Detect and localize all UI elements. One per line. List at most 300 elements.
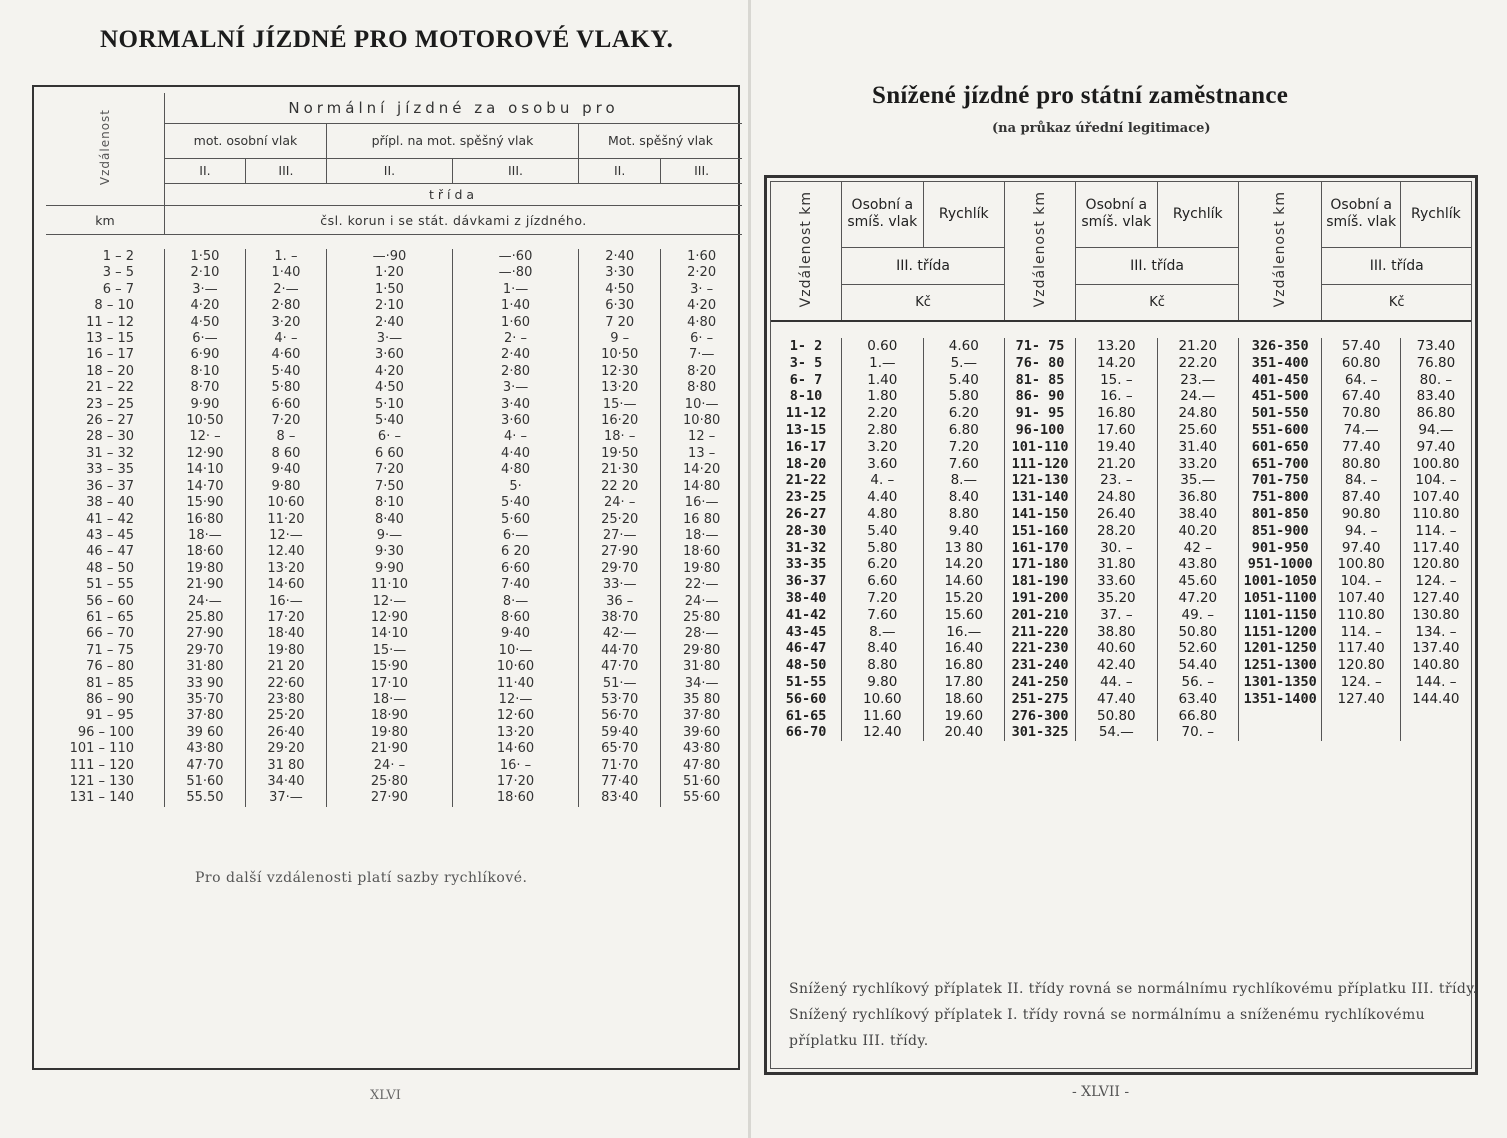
fare-cell: 57.40: [1322, 338, 1400, 355]
distance-cell: 181-190: [1004, 573, 1075, 590]
fare-cell: 50.80: [1076, 708, 1157, 725]
distance-cell: 211-220: [1004, 624, 1075, 641]
fare-cell: 16 80: [683, 511, 721, 527]
fare-cell: 29·70: [579, 561, 661, 577]
fare-cell: 22 20: [579, 479, 661, 495]
fare-cell: 6.20: [842, 556, 923, 573]
distance-cell: 26-27: [771, 506, 842, 523]
fare-cell: 33·—: [579, 577, 661, 593]
fare-cell: 8.—: [923, 472, 1004, 489]
fare-cell: 43.80: [1157, 556, 1238, 573]
fare-cell: —·90: [326, 249, 452, 265]
fare-cell: 1·60: [687, 249, 717, 264]
fare-cell: 1.—: [842, 355, 923, 372]
fare-cell: 130.80: [1412, 606, 1460, 623]
fare-cell: 6·30: [579, 298, 661, 314]
fare-cell: 39·60: [683, 724, 721, 740]
fare-cell: 4·50: [326, 380, 452, 396]
fare-cell: 7.20: [842, 590, 923, 607]
table-row: [46, 741, 742, 757]
fare-cell: [1322, 724, 1400, 741]
fare-cell: —·60: [452, 249, 578, 265]
fare-cell: 6·90: [165, 347, 246, 363]
class-header: III.: [661, 159, 742, 184]
fare-cell: 66.80: [1157, 708, 1238, 725]
distance-cell: 76- 80: [1004, 355, 1075, 372]
fare-cell: 39 60: [165, 725, 246, 741]
distance-cell: 46 – 47: [46, 544, 165, 560]
distance-vertical-label: Vzdálenost km: [1032, 190, 1049, 308]
fare-cell: 17·20: [452, 774, 578, 790]
fare-cell: 100.80: [1412, 455, 1460, 472]
distance-cell: 56 – 60: [46, 594, 165, 610]
distance-cell: 46-47: [771, 640, 842, 657]
distance-cell: 551-600: [1238, 422, 1322, 439]
fare-cell: 18·60: [165, 544, 246, 560]
distance-cell: 26 – 27: [46, 413, 165, 429]
fare-cell: 21.20: [1157, 338, 1238, 355]
fare-cell: 47.40: [1076, 691, 1157, 708]
fare-cell: 53·70: [579, 692, 661, 708]
fare-cell: 15·90: [326, 659, 452, 675]
fare-cell: 31·80: [165, 659, 246, 675]
fare-cell: 12.40: [245, 544, 326, 560]
unit-label: čsl. korun i se stát. dávkami z jízdného.: [165, 206, 743, 235]
fare-cell: 3·60: [452, 413, 578, 429]
table-row: [46, 790, 742, 806]
fare-cell: 4·60: [245, 347, 326, 363]
fare-cell: 3·20: [245, 315, 326, 331]
fare-cell: 86.80: [1416, 405, 1456, 422]
fare-cell: 70. –: [1157, 724, 1238, 741]
fare-cell: 1·60: [452, 315, 578, 331]
fare-cell: 18·—: [326, 692, 452, 708]
fare-cell: 22·60: [245, 676, 326, 692]
fare-cell: 45.60: [1157, 573, 1238, 590]
fare-cell: 2·—: [245, 282, 326, 298]
fare-cell: 144. –: [1415, 673, 1457, 690]
fare-cell: 14·70: [165, 479, 246, 495]
distance-cell: 16 – 17: [46, 347, 165, 363]
fare-cell: —·80: [452, 265, 578, 281]
fare-cell: 9·90: [326, 561, 452, 577]
fare-cell: 67.40: [1322, 388, 1400, 405]
distance-cell: 48-50: [771, 657, 842, 674]
distance-cell: 1- 2: [771, 338, 842, 355]
fare-cell: 24.80: [1076, 489, 1157, 506]
fare-cell: 7.60: [923, 456, 1004, 473]
fare-cell: 2.80: [842, 422, 923, 439]
fare-cell: 26·40: [245, 725, 326, 741]
fare-cell: 87.40: [1322, 489, 1400, 506]
fare-cell: 18·—: [684, 527, 719, 543]
table-row: [771, 573, 1471, 590]
fare-cell: 134. –: [1415, 623, 1457, 640]
fare-cell: 22.20: [1157, 355, 1238, 372]
table-row: [46, 331, 742, 347]
distance-cell: 1151-1200: [1238, 624, 1322, 641]
fare-cell: 5·40: [326, 413, 452, 429]
fare-cell: 34·—: [684, 675, 719, 691]
distance-cell: 43-45: [771, 624, 842, 641]
fare-cell: 6· –: [690, 331, 714, 347]
fare-cell: 84. –: [1322, 472, 1400, 489]
fare-cell: 2·80: [452, 364, 578, 380]
fare-cell: 31·80: [683, 659, 721, 675]
fare-cell: 21 20: [245, 659, 326, 675]
distance-cell: 151-160: [1004, 523, 1075, 540]
fare-cell: 33 90: [165, 676, 246, 692]
distance-cell: 61 – 65: [46, 610, 165, 626]
fare-cell: 64. –: [1322, 372, 1400, 389]
fare-cell: 9 –: [579, 331, 661, 347]
fare-cell: 144.40: [1412, 690, 1460, 707]
fare-cell: 4·20: [165, 298, 246, 314]
reduced-fare-table: [771, 182, 1471, 741]
fare-cell: 127.40: [1322, 691, 1400, 708]
fare-cell: 15. –: [1076, 372, 1157, 389]
col-rychlik-header: Rychlík: [1157, 182, 1238, 247]
fare-cell: 104. –: [1322, 573, 1400, 590]
fare-cell: 65·70: [579, 741, 661, 757]
distance-cell: [1238, 724, 1322, 741]
fare-cell: 2.20: [842, 405, 923, 422]
fare-cell: 127.40: [1412, 589, 1460, 606]
fare-cell: 6.20: [923, 405, 1004, 422]
table-row: [771, 506, 1471, 523]
fare-cell: 17·10: [326, 676, 452, 692]
fare-cell: 38·70: [579, 610, 661, 626]
fare-cell: 18·40: [245, 626, 326, 642]
distance-cell: 11-12: [771, 405, 842, 422]
fare-cell: 63.40: [1157, 691, 1238, 708]
fare-cell: 11·40: [452, 676, 578, 692]
fare-cell: 120.80: [1322, 657, 1400, 674]
fare-cell: 8.80: [923, 506, 1004, 523]
fare-cell: 50.80: [1157, 624, 1238, 641]
fare-cell: 16.80: [923, 657, 1004, 674]
fare-cell: 5·: [452, 479, 578, 495]
fare-cell: 10·60: [245, 495, 326, 511]
table-row: [46, 528, 742, 544]
fare-cell: 2·10: [165, 265, 246, 281]
fare-cell: 33.20: [1157, 456, 1238, 473]
distance-cell: 36 – 37: [46, 479, 165, 495]
fare-cell: 8·80: [687, 380, 717, 396]
distance-cell: 31-32: [771, 540, 842, 557]
header-normal-fare: Normální jízdné za osobu pro: [165, 93, 743, 123]
fare-cell: 12·30: [579, 364, 661, 380]
distance-cell: 8 – 10: [46, 298, 165, 314]
distance-cell: 161-170: [1004, 540, 1075, 557]
distance-cell: 18 – 20: [46, 364, 165, 380]
table-row: [46, 577, 742, 593]
distance-cell: 38 – 40: [46, 495, 165, 511]
table-row: [46, 249, 742, 265]
fare-cell: 6·60: [452, 561, 578, 577]
fare-cell: 34·40: [245, 774, 326, 790]
table-row: [46, 725, 742, 741]
distance-cell: 51-55: [771, 674, 842, 691]
col-rychlik-header: Rychlík: [1411, 206, 1461, 223]
distance-cell: 131 – 140: [46, 790, 165, 806]
distance-cell: 96-100: [1004, 422, 1075, 439]
distance-cell: 81- 85: [1004, 372, 1075, 389]
fare-cell: 15.60: [923, 607, 1004, 624]
fare-cell: 16.80: [1076, 405, 1157, 422]
fare-cell: 16. –: [1076, 388, 1157, 405]
fare-cell: 43·80: [683, 741, 721, 757]
table-row: [46, 626, 742, 642]
fare-cell: 14·10: [326, 626, 452, 642]
fare-cell: 14·60: [245, 577, 326, 593]
fare-cell: 12· –: [165, 429, 246, 445]
fare-cell: 94.—: [1418, 421, 1454, 438]
table-row: [46, 561, 742, 577]
distance-cell: 8-10: [771, 388, 842, 405]
distance-cell: 38-40: [771, 590, 842, 607]
fare-cell: 18·60: [683, 544, 721, 560]
fare-cell: 14·80: [683, 478, 721, 494]
fare-cell: 107.40: [1322, 590, 1400, 607]
distance-cell: 21 – 22: [46, 380, 165, 396]
fare-cell: 28.20: [1076, 523, 1157, 540]
class-label: III. třída: [842, 247, 1005, 285]
fare-cell: 47.20: [1157, 590, 1238, 607]
fare-cell: 56. –: [1157, 674, 1238, 691]
fare-cell: 21·90: [326, 741, 452, 757]
col-rychlik-header: Rychlík: [923, 182, 1004, 247]
fare-cell: 4·50: [579, 282, 661, 298]
fare-cell: 10·80: [683, 413, 721, 429]
fare-cell: 31 80: [245, 758, 326, 774]
distance-cell: 16-17: [771, 439, 842, 456]
fare-cell: 43·80: [165, 741, 246, 757]
fare-cell: 9.80: [842, 674, 923, 691]
fare-cell: 15.20: [923, 590, 1004, 607]
fare-cell: 13 80: [923, 540, 1004, 557]
fare-cell: 97.40: [1416, 438, 1456, 455]
distance-cell: 6 – 7: [46, 282, 165, 298]
distance-cell: 1001-1050: [1238, 573, 1322, 590]
fare-cell: 73.40: [1416, 338, 1456, 354]
fare-cell: 24.80: [1157, 405, 1238, 422]
fare-cell: [1400, 724, 1471, 741]
distance-cell: 48 – 50: [46, 561, 165, 577]
table-row: [771, 657, 1471, 674]
fare-cell: 24· –: [326, 758, 452, 774]
fare-cell: 107.40: [1412, 489, 1460, 506]
fare-cell: 7 20: [579, 315, 661, 331]
fare-cell: 2·40: [452, 347, 578, 363]
fare-cell: 26.40: [1076, 506, 1157, 523]
distance-cell: 191-200: [1004, 590, 1075, 607]
table-row: [771, 674, 1471, 691]
fare-cell: 15·—: [579, 397, 661, 413]
distance-cell: 3 – 5: [46, 265, 165, 281]
fare-cell: 3·—: [165, 282, 246, 298]
fare-cell: 4·20: [687, 298, 717, 314]
fare-cell: 7·20: [326, 462, 452, 478]
fare-cell: 4.80: [842, 506, 923, 523]
distance-cell: 11 – 12: [46, 315, 165, 331]
distance-cell: 21-22: [771, 472, 842, 489]
fare-cell: 104. –: [1415, 472, 1457, 489]
table-row: [46, 544, 742, 560]
fare-cell: 54.—: [1076, 724, 1157, 741]
distance-cell: 851-900: [1238, 523, 1322, 540]
fare-cell: 13·20: [245, 561, 326, 577]
fare-cell: 2·80: [245, 298, 326, 314]
fare-cell: 42·—: [579, 626, 661, 642]
fare-cell: 10·—: [452, 643, 578, 659]
table-row: [771, 523, 1471, 540]
distance-cell: 61-65: [771, 708, 842, 725]
fare-cell: 9·80: [245, 479, 326, 495]
fare-cell: 31.80: [1076, 556, 1157, 573]
distance-cell: 81 – 85: [46, 676, 165, 692]
fare-cell: 9·—: [326, 528, 452, 544]
table-row: [46, 462, 742, 478]
fare-cell: 14.20: [923, 556, 1004, 573]
fare-cell: 18·—: [165, 528, 246, 544]
fare-cell: 124. –: [1415, 573, 1457, 590]
table-row: [46, 397, 742, 413]
fare-cell: 16· –: [452, 758, 578, 774]
fare-cell: 5.80: [842, 540, 923, 557]
fare-cell: 21.20: [1076, 456, 1157, 473]
fare-cell: 36 –: [579, 594, 661, 610]
distance-cell: 111-120: [1004, 456, 1075, 473]
distance-cell: 801-850: [1238, 506, 1322, 523]
class-header: II.: [165, 159, 246, 184]
fare-cell: 6·—: [452, 528, 578, 544]
distance-cell: 1351-1400: [1238, 691, 1322, 708]
col-osobni-header: Osobní a smíš. vlak: [1076, 182, 1157, 247]
fare-cell: 19·80: [683, 560, 721, 576]
table-row: [771, 422, 1471, 439]
distance-cell: 171-180: [1004, 556, 1075, 573]
reduced-fare-note: Snížený rychlíkový příplatek II. třídy rovná se normálnímu rychlíkovému příplatku III. třídy. Snížený rychlíkový příplatek I. třídy rovná se normálnímu a sníženému rychlíkovému příplatku III. třídy.: [789, 981, 1478, 1049]
fare-cell: 8·10: [326, 495, 452, 511]
fare-cell: 3·—: [326, 331, 452, 347]
fare-cell: 19.40: [1076, 439, 1157, 456]
table-row: [46, 708, 742, 724]
fare-cell: 47·70: [165, 758, 246, 774]
fare-cell: 4·80: [687, 314, 717, 330]
fare-cell: 120.80: [1412, 556, 1460, 573]
fare-cell: 55.50: [165, 790, 246, 806]
km-label: km: [46, 206, 165, 235]
fare-cell: 7·50: [326, 479, 452, 495]
fare-cell: 8·40: [326, 512, 452, 528]
fare-cell: 19.60: [923, 708, 1004, 725]
fare-cell: 9.40: [923, 523, 1004, 540]
fare-cell: 1·40: [245, 265, 326, 281]
fare-cell: 27·—: [579, 528, 661, 544]
distance-cell: 1201-1250: [1238, 640, 1322, 657]
distance-cell: 31 – 32: [46, 446, 165, 462]
fare-cell: 7.20: [923, 439, 1004, 456]
distance-cell: 23-25: [771, 489, 842, 506]
fare-cell: 4·50: [165, 315, 246, 331]
fare-cell: 140.80: [1412, 657, 1460, 674]
distance-cell: 301-325: [1004, 724, 1075, 741]
fare-cell: 70.80: [1322, 405, 1400, 422]
fare-cell: 25.80: [165, 610, 246, 626]
table-row: [771, 355, 1471, 372]
fare-cell: 110.80: [1412, 505, 1460, 522]
fare-cell: 24·—: [165, 594, 246, 610]
distance-cell: 241-250: [1004, 674, 1075, 691]
fare-cell: 29·80: [683, 642, 721, 658]
table-row: [46, 446, 742, 462]
right-page: [752, 0, 1507, 1138]
fare-cell: 17.60: [1076, 422, 1157, 439]
table-row: [46, 298, 742, 314]
fare-cell: 5.80: [923, 388, 1004, 405]
fare-cell: 52.60: [1157, 640, 1238, 657]
fare-cell: 51·60: [165, 774, 246, 790]
distance-cell: 41 – 42: [46, 512, 165, 528]
distance-cell: 751-800: [1238, 489, 1322, 506]
table-row: [46, 512, 742, 528]
distance-cell: 601-650: [1238, 439, 1322, 456]
distance-cell: 201-210: [1004, 607, 1075, 624]
fare-cell: 40.60: [1076, 640, 1157, 657]
fare-cell: 77.40: [1322, 439, 1400, 456]
distance-cell: 33-35: [771, 556, 842, 573]
table-row: [46, 479, 742, 495]
fare-cell: 15·—: [326, 643, 452, 659]
fare-cell: 4· –: [245, 331, 326, 347]
fare-cell: 5.40: [923, 372, 1004, 389]
fare-cell: 28·—: [684, 626, 719, 642]
fare-cell: 47·70: [579, 659, 661, 675]
fare-cell: 14.60: [923, 573, 1004, 590]
fare-cell: 30. –: [1076, 540, 1157, 557]
fare-cell: [1400, 708, 1471, 725]
fare-cell: 6·60: [245, 397, 326, 413]
table-row: [771, 405, 1471, 422]
fare-cell: 21·90: [165, 577, 246, 593]
fare-cell: 100.80: [1322, 556, 1400, 573]
distance-cell: 28-30: [771, 523, 842, 540]
fare-cell: 5·40: [452, 495, 578, 511]
distance-cell: 28 – 30: [46, 429, 165, 445]
table-row: [771, 607, 1471, 624]
distance-cell: 1251-1300: [1238, 657, 1322, 674]
table-row: [771, 640, 1471, 657]
table-row: [771, 456, 1471, 473]
distance-cell: 221-230: [1004, 640, 1075, 657]
right-page-subtitle: (na průkaz úřední legitimace): [992, 121, 1211, 136]
motor-train-fare-table-frame: [32, 85, 740, 1070]
table-row: [771, 691, 1471, 708]
fare-cell: 51·—: [579, 676, 661, 692]
fare-cell: 8 –: [245, 429, 326, 445]
distance-cell: 76 – 80: [46, 659, 165, 675]
distance-cell: 66 – 70: [46, 626, 165, 642]
left-page: [0, 0, 752, 1138]
table-row: [46, 676, 742, 692]
fare-cell: 8.—: [842, 624, 923, 641]
table-row: [771, 372, 1471, 389]
right-page-number: - XLVII -: [1072, 1084, 1130, 1100]
table-row: [771, 439, 1471, 456]
class-header: II.: [326, 159, 452, 184]
fare-cell: 7.60: [842, 607, 923, 624]
